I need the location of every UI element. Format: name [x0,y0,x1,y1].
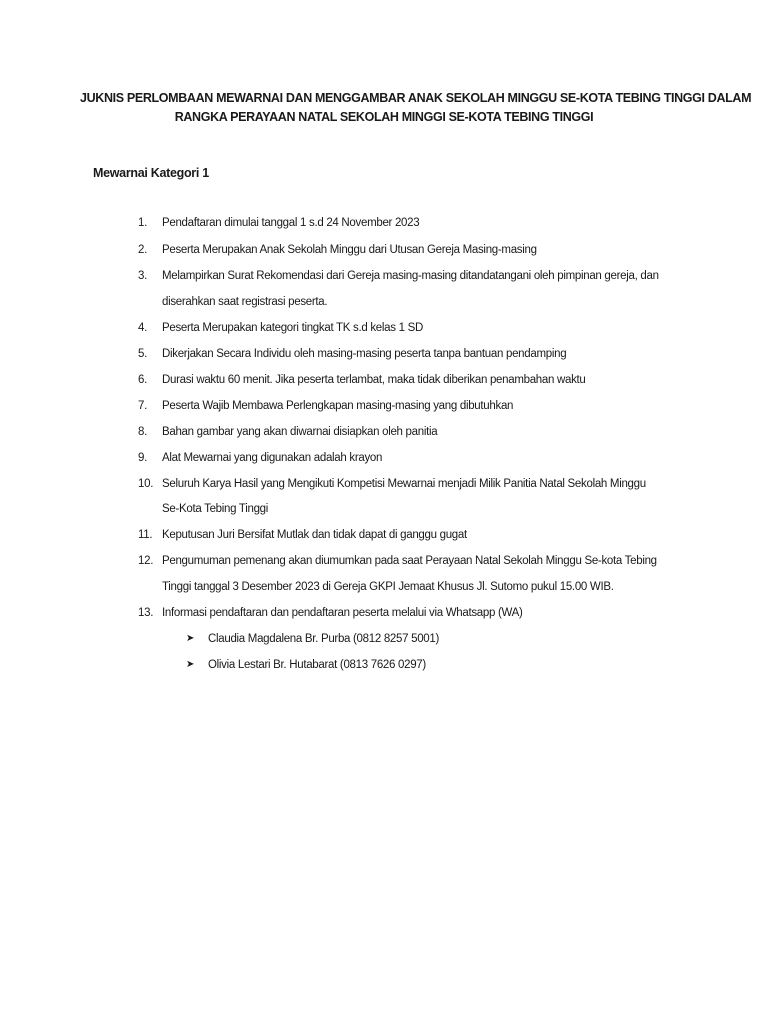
list-item-number: 3. [138,270,147,282]
list-item-number: 5. [138,348,147,360]
list-item-text: Durasi waktu 60 menit. Jika peserta terlambat, maka tidak diberikan penambahan waktu [162,374,586,386]
list-item-text-continued: diserahkan saat registrasi peserta. [162,296,328,308]
list-item-text: Pendaftaran dimulai tanggal 1 s.d 24 November 2023 [162,217,420,229]
contact-item: Claudia Magdalena Br. Purba (0812 8257 5001) [208,633,440,645]
list-item-number: 10. [138,478,154,490]
list-item-text-continued: Tinggi tanggal 3 Desember 2023 di Gereja GKPI Jemaat Khusus Jl. Sutomo pukul 15.00 WIB. [162,581,614,593]
list-item-text: Bahan gambar yang akan diwarnai disiapkan oleh panitia [162,426,438,438]
list-item-number: 9. [138,452,147,464]
list-item-number: 2. [138,244,147,256]
title-line-1: JUKNIS PERLOMBAAN MEWARNAI DAN MENGGAMBAR ANAK SEKOLAH MINGGU SE-KOTA TEBING TINGGI DALAM [80,91,752,105]
list-item-number: 4. [138,322,147,334]
title-line-2: RANGKA PERAYAAN NATAL SEKOLAH MINGGI SE-KOTA TEBING TINGGI [174,110,594,124]
list-item-text: Pengumuman pemenang akan diumumkan pada saat Perayaan Natal Sekolah Minggu Se-kota Tebing [162,555,657,567]
arrow-bullet-icon: ➤ [186,633,195,644]
list-item-number: 13. [138,607,154,619]
contact-item: Olivia Lestari Br. Hutabarat (0813 7626 0297) [208,659,426,671]
list-item-text: Informasi pendaftaran dan pendaftaran peserta melalui via Whatsapp (WA) [162,607,523,619]
list-item-number: 1. [138,217,147,229]
list-item-text-continued: Se-Kota Tebing Tinggi [162,503,269,515]
list-item-number: 8. [138,426,147,438]
list-item-number: 11. [138,529,153,541]
list-item-text: Peserta Merupakan Anak Sekolah Minggu dari Utusan Gereja Masing-masing [162,244,537,256]
list-item-text: Peserta Wajib Membawa Perlengkapan masing-masing yang dibutuhkan [162,400,514,412]
list-item-text: Keputusan Juri Bersifat Mutlak dan tidak dapat di ganggu gugat [162,529,467,541]
list-item-number: 7. [138,400,147,412]
list-item-text: Melampirkan Surat Rekomendasi dari Gereja masing-masing ditandatangani oleh pimpinan gereja, dan [162,270,659,282]
list-item-text: Seluruh Karya Hasil yang Mengikuti Kompetisi Mewarnai menjadi Milik Panitia Natal Sekolah Minggu [162,478,646,490]
document-title [80,89,752,127]
section-heading: Mewarnai Kategori 1 [93,166,209,180]
list-item-text: Alat Mewarnai yang digunakan adalah krayon [162,452,383,464]
arrow-bullet-icon: ➤ [186,659,195,670]
list-item-text: Peserta Merupakan kategori tingkat TK s.d kelas 1 SD [162,322,423,334]
list-item-number: 12. [138,555,154,567]
list-item-text: Dikerjakan Secara Individu oleh masing-masing peserta tanpa bantuan pendamping [162,348,567,360]
list-item-number: 6. [138,374,147,386]
